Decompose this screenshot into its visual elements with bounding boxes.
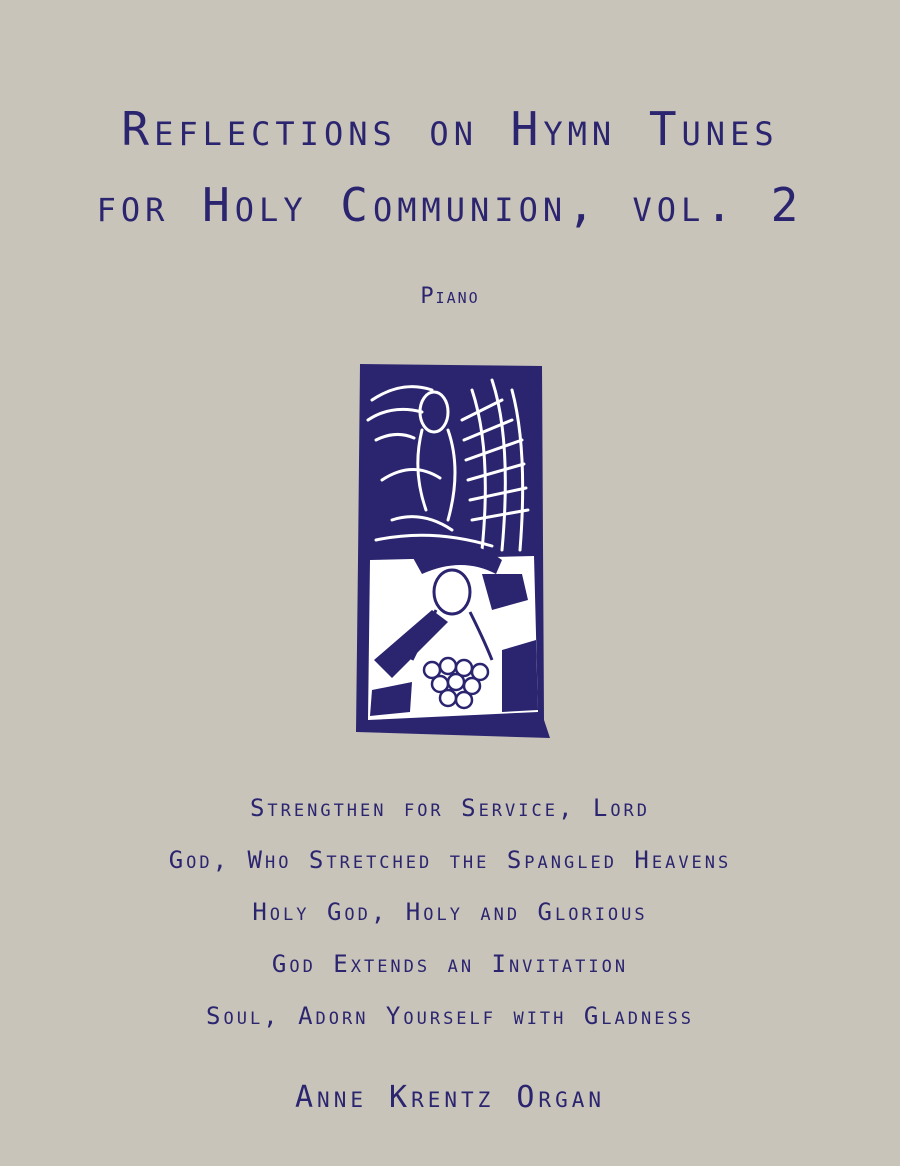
woodcut-harvest-figures-icon — [352, 360, 552, 740]
composer-name: Anne Krentz Organ — [294, 1080, 606, 1115]
hymn-title: God, Who Stretched the Spangled Heavens — [168, 846, 732, 874]
instrument-label: Piano — [420, 284, 480, 309]
hymn-title: Holy God, Holy and Glorious — [252, 898, 648, 926]
hymn-title: Strengthen for Service, Lord — [249, 794, 651, 822]
hymn-list — [0, 788, 900, 1048]
hymn-title: Soul, Adorn Yourself with Gladness — [206, 1002, 694, 1030]
title-line-1: Reflections on Hymn Tunes — [121, 102, 779, 156]
title-line-2: for Holy Communion, vol. 2 — [96, 178, 804, 232]
hymn-title: God Extends an Invitation — [271, 950, 629, 978]
